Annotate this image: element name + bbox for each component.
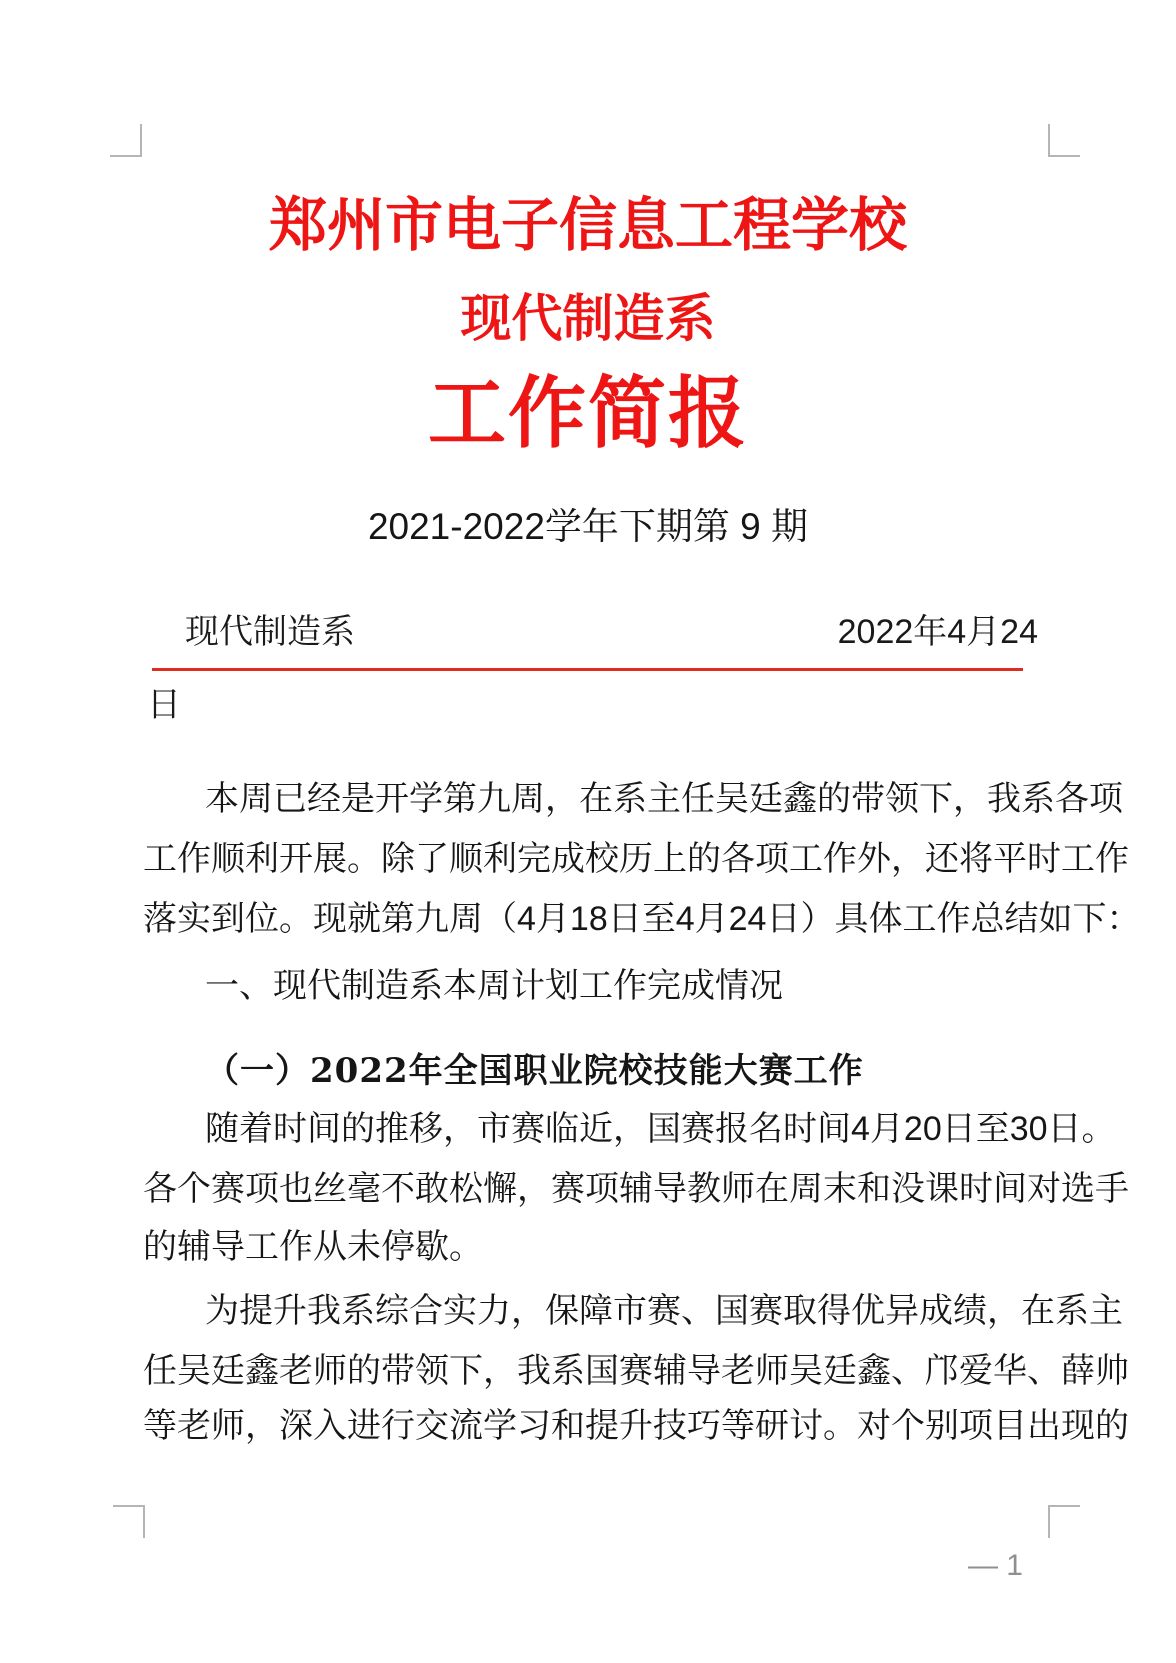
meta-date-wrap: 日: [147, 686, 181, 724]
school-title: 郑州市电子信息工程学校: [268, 193, 907, 258]
meta-date: 2022年4月24: [837, 613, 1038, 651]
paragraph-3-line-3: 等老师，深入进行交流学习和提升技巧等研讨。对个别项目出现的: [143, 1407, 1129, 1445]
subsection-heading: （一）2022年全国职业院校技能大赛工作: [205, 1051, 864, 1091]
crop-mark-bottom-right: [1048, 1505, 1080, 1538]
bulletin-title: 工作简报: [427, 369, 748, 457]
crop-mark-bottom-left: [113, 1505, 145, 1538]
issue-line: 2021-2022学年下期第 9 期: [367, 506, 809, 547]
paragraph-2-line-1: 随着时间的推移，市赛临近，国赛报名时间4月20日至30日。: [205, 1110, 1116, 1148]
crop-mark-top-left: [110, 124, 142, 157]
paragraph-1-line-2: 工作顺利开展。除了顺利完成校历上的各项工作外，还将平时工作: [143, 840, 1129, 878]
paragraph-1-line-3: 落实到位。现就第九周（4月18日至4月24日）具体工作总结如下：: [143, 900, 1141, 938]
department-title: 现代制造系: [460, 290, 716, 347]
crop-mark-top-right: [1048, 124, 1080, 157]
red-divider-line: [152, 668, 1023, 671]
paragraph-3-line-2: 任吴廷鑫老师的带领下，我系国赛辅导老师吴廷鑫、邝爱华、薛帅: [143, 1352, 1129, 1390]
meta-department: 现代制造系: [185, 613, 355, 651]
paragraph-2-line-3: 的辅导工作从未停歇。: [143, 1228, 483, 1266]
page-number: — 1: [967, 1549, 1023, 1582]
paragraph-2-line-2: 各个赛项也丝毫不敢松懈，赛项辅导教师在周末和没课时间对选手: [143, 1170, 1129, 1208]
paragraph-3-line-1: 为提升我系综合实力，保障市赛、国赛取得优异成绩，在系主: [205, 1292, 1123, 1330]
paragraph-1-line-1: 本周已经是开学第九周，在系主任吴廷鑫的带领下，我系各项: [205, 780, 1123, 818]
section-heading: 一、现代制造系本周计划工作完成情况: [205, 967, 783, 1005]
